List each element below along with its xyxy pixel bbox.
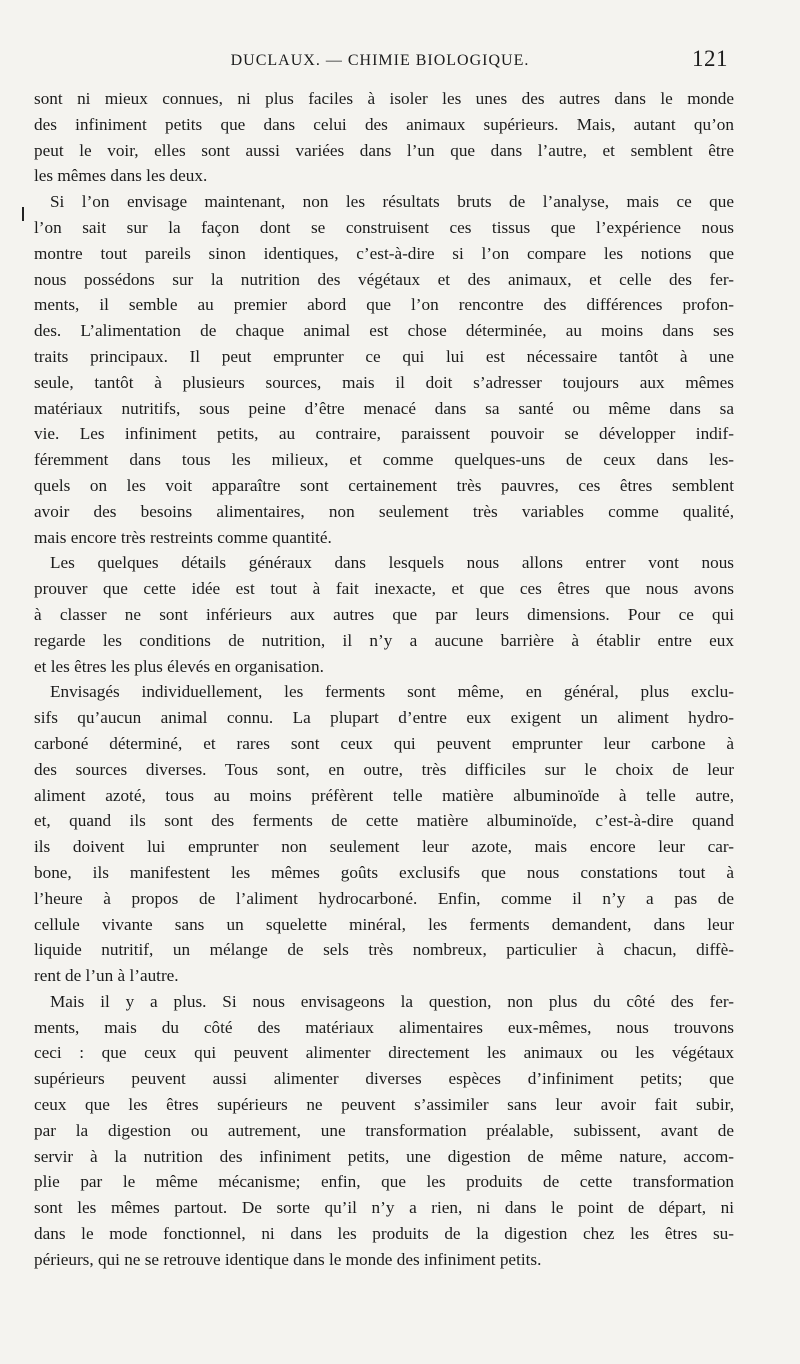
text-line: aliment azoté, tous au moins préfèrent telle matière albuminoïde à telle autre, xyxy=(34,785,734,805)
body-text xyxy=(34,86,734,1273)
text-line: les mêmes dans les deux. xyxy=(34,166,208,186)
text-line: périeurs, qui ne se retrouve identique dans le monde des infiniment petits. xyxy=(34,1249,542,1269)
text-line: sont les mêmes partout. De sorte qu’il n’y a rien, ni dans le point de départ, ni xyxy=(34,1198,734,1218)
text-line: rent de l’un à l’autre. xyxy=(34,966,179,986)
running-head xyxy=(30,46,730,74)
text-line: avoir des besoins alimentaires, non seulement très variables comme qualité, xyxy=(34,501,734,521)
text-line: ils doivent lui emprunter non seulement leur azote, mais encore leur car- xyxy=(34,837,734,857)
text-line: peut le voir, elles sont aussi variées dans l’un que dans l’autre, et semblent être xyxy=(34,140,734,160)
paragraph xyxy=(34,679,734,989)
running-title: DUCLAUX. — CHIMIE BIOLOGIQUE. xyxy=(230,52,530,69)
text-line: à classer ne sont inférieurs aux autres que par leurs dimensions. Pour ce qui xyxy=(34,604,734,624)
text-line: Envisagés individuellement, les ferments sont même, en général, plus exclu- xyxy=(50,682,734,702)
text-line: par la digestion ou autrement, une transformation préalable, subissent, avant de xyxy=(34,1120,734,1140)
text-line: traits principaux. Il peut emprunter ce qui lui est nécessaire tantôt à une xyxy=(34,346,734,366)
text-line: l’heure à propos de l’aliment hydrocarboné. Enfin, comme il n’y a pas de xyxy=(34,888,734,908)
text-line: mais encore très restreints comme quantité. xyxy=(34,527,332,547)
text-line: regarde les conditions de nutrition, il n’y a aucune barrière à établir entre eux xyxy=(34,630,734,650)
text-line: ceux que les êtres supérieurs ne peuvent s’assimiler sans leur avoir fait subir, xyxy=(34,1095,734,1115)
text-line: ceci : que ceux qui peuvent alimenter directement les animaux ou les végétaux xyxy=(34,1043,734,1063)
paragraph xyxy=(34,550,734,679)
text-line: seule, tantôt à plusieurs sources, mais il doit s’adresser toujours aux mêmes xyxy=(34,372,734,392)
text-line: des sources diverses. Tous sont, en outre, très difficiles sur le choix de leur xyxy=(34,759,734,779)
text-line: matériaux nutritifs, sous peine d’être menacé dans sa santé ou même dans sa xyxy=(34,398,734,418)
text-line: ments, mais du côté des matériaux alimentaires eux-mêmes, nous trouvons xyxy=(34,1017,734,1037)
text-line: et, quand ils sont des ferments de cette matière albuminoïde, c’est-à-dire quand xyxy=(34,811,734,831)
text-line: dans le mode fonctionnel, ni dans les produits de la digestion chez les êtres su- xyxy=(34,1224,734,1244)
text-line: sifs qu’aucun animal connu. La plupart d’entre eux exigent un aliment hydro- xyxy=(34,708,734,728)
text-line: Les quelques détails généraux dans lesquels nous allons entrer vont nous xyxy=(50,553,734,573)
text-line: nous possédons sur la nutrition des végétaux et des animaux, et celle des fer- xyxy=(34,269,734,289)
text-line: servir à la nutrition des infiniment petits, une digestion de même nature, accom- xyxy=(34,1146,734,1166)
text-line: Mais il y a plus. Si nous envisageons la question, non plus du côté des fer- xyxy=(50,991,734,1011)
text-line: quels on les voit apparaître sont certainement très pauvres, ces êtres semblent xyxy=(34,475,734,495)
text-line: liquide nutritif, un mélange de sels très nombreux, particulier à chacun, diffè- xyxy=(34,940,734,960)
text-line: cellule vivante sans un squelette minéral, les ferments demandent, dans leur xyxy=(34,914,734,934)
text-line: féremment dans tous les milieux, et comme quelques-uns de ceux dans les- xyxy=(34,450,734,470)
text-line: prouver que cette idée est tout à fait inexacte, et que ces êtres que nous avons xyxy=(34,579,734,599)
paragraph xyxy=(34,86,734,189)
text-line: des. L’alimentation de chaque animal est chose déterminée, au moins dans ses xyxy=(34,321,734,341)
text-line: des infiniment petits que dans celui des animaux supérieurs. Mais, autant qu’on xyxy=(34,114,734,134)
text-line: Si l’on envisage maintenant, non les résultats bruts de l’analyse, mais ce que xyxy=(50,192,734,212)
text-line: montre tout pareils sinon identiques, c’est-à-dire si l’on compare les notions que xyxy=(34,243,734,263)
text-line: l’on sait sur la façon dont se construisent ces tissus que l’expérience nous xyxy=(34,217,734,237)
paragraph xyxy=(34,989,734,1273)
text-line: plie par le même mécanisme; enfin, que les produits de cette transformation xyxy=(34,1172,734,1192)
text-line: supérieurs peuvent aussi alimenter diverses espèces d’infiniment petits; que xyxy=(34,1069,734,1089)
paragraph xyxy=(34,189,734,550)
text-line: bone, ils manifestent les mêmes goûts exclusifs que nous constations tout à xyxy=(34,862,734,882)
margin-mark xyxy=(22,207,24,221)
text-line: et les êtres les plus élevés en organisation. xyxy=(34,656,324,676)
text-line: carboné déterminé, et rares sont ceux qui peuvent emprunter leur carbone à xyxy=(34,733,734,753)
page-number: 121 xyxy=(692,46,728,71)
text-line: ments, il semble au premier abord que l’on rencontre des différences profon- xyxy=(34,295,734,315)
text-line: sont ni mieux connues, ni plus faciles à isoler les unes des autres dans le monde xyxy=(34,89,734,108)
text-line: vie. Les infiniment petits, au contraire, paraissent pouvoir se développer indif- xyxy=(34,424,734,444)
